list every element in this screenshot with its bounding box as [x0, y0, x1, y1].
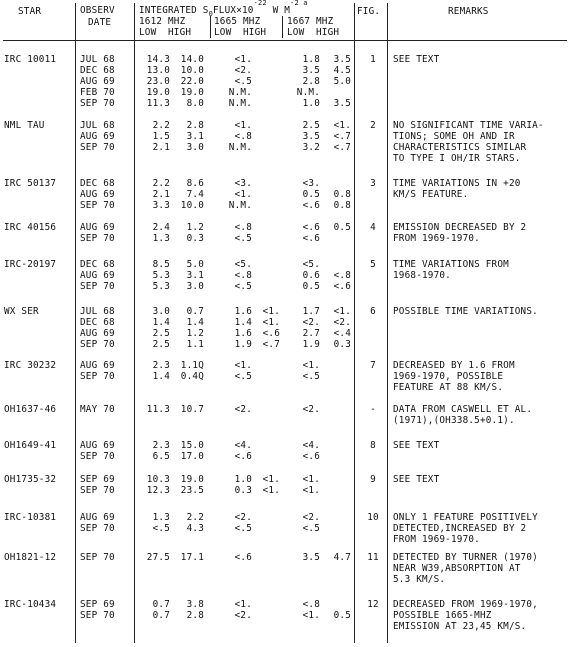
flux-1667-low: <4. — [302, 440, 320, 451]
flux-1667-high: <1. — [333, 120, 351, 131]
flux-1612-high: 8.0 — [186, 98, 204, 109]
flux-1612-high: 17.1 — [180, 552, 204, 563]
flux-1667-high: 0.8 — [333, 200, 351, 211]
remark-line: POSSIBLE 1665-MHZ — [393, 610, 492, 621]
flux-1665-low: <1. — [234, 599, 252, 610]
flux-1667-high: 3.5 — [333, 54, 351, 65]
remark-line: 5.3 KM/S. — [393, 574, 446, 585]
flux-1667-low: <2. — [302, 317, 320, 328]
flux-1612-low: 13.0 — [146, 65, 170, 76]
fig-number: 2 — [370, 120, 376, 131]
star-name: IRC-10434 — [4, 599, 57, 610]
flux-1667-low: <2. — [302, 404, 320, 415]
flux-1665-low: 1.4 — [234, 317, 252, 328]
observ-date: AUG 69 — [80, 360, 115, 371]
observ-date: SEP 70 — [80, 552, 115, 563]
remark-line: EMISSION DECREASED BY 2 — [393, 222, 527, 233]
flux-1612-low: 2.3 — [152, 360, 170, 371]
observ-date: DEC 68 — [80, 65, 115, 76]
flux-1665-low: <3. — [234, 178, 252, 189]
flux-1612-high: 22.0 — [180, 76, 204, 87]
flux-1612-high: 10.7 — [180, 404, 204, 415]
flux-1665-low: N.M. — [228, 142, 252, 153]
flux-1612-high: 19.0 — [180, 474, 204, 485]
star-name: WX SER — [4, 306, 39, 317]
flux-1667-low: 2.7 — [302, 328, 320, 339]
observ-date: SEP 70 — [80, 485, 115, 496]
flux-1612-low: 12.3 — [146, 485, 170, 496]
col-divider-1665 — [282, 16, 283, 38]
flux-1612-high: 15.0 — [180, 440, 204, 451]
flux-1665-low: <.5 — [234, 281, 252, 292]
flux-1665-low: N.M. — [228, 200, 252, 211]
observ-date: AUG 69 — [80, 131, 115, 142]
header-1665: 1665 MHZ — [214, 16, 261, 27]
star-name: OH1735-32 — [4, 474, 57, 485]
header-lowhigh-1665: LOW HIGH — [214, 27, 267, 38]
flux-1667-low: <.8 — [302, 599, 320, 610]
observ-date: SEP 70 — [80, 451, 115, 462]
flux-1612-high: 19.0 — [180, 87, 204, 98]
flux-1667-low: 2.5 — [302, 120, 320, 131]
remark-line: SEE TEXT — [393, 474, 440, 485]
header-date: DATE — [88, 17, 112, 28]
flux-1667-low: N.M. — [296, 87, 320, 98]
col-divider-1612 — [210, 16, 211, 38]
fig-number: 9 — [370, 474, 376, 485]
flux-1667-high: 3.5 — [333, 98, 351, 109]
observ-date: SEP 70 — [80, 281, 115, 292]
flux-1667-high: 0.5 — [333, 222, 351, 233]
flux-1665-low: <.6 — [234, 552, 252, 563]
flux-1665-low: N.M. — [228, 87, 252, 98]
fig-number: 1 — [370, 54, 376, 65]
flux-1665-low: <.5 — [234, 371, 252, 382]
flux-1667-high: 0.8 — [333, 189, 351, 200]
remark-line: FROM 1969-1970. — [393, 233, 480, 244]
remark-line: ONLY 1 FEATURE POSITIVELY — [393, 512, 538, 523]
star-name: NML TAU — [4, 120, 45, 131]
flux-title-sub: 0 — [208, 9, 213, 18]
flux-1667-high: 0.3 — [333, 339, 351, 350]
flux-1612-low: 2.4 — [152, 222, 170, 233]
flux-1612-low: 1.4 — [152, 371, 170, 382]
star-name: IRC 40156 — [4, 222, 57, 233]
flux-1667-high: <2. — [333, 317, 351, 328]
flux-1612-high: 2.8 — [186, 610, 204, 621]
observ-date: JUL 68 — [80, 306, 115, 317]
col-divider-star — [75, 3, 76, 643]
flux-1612-high: 3.8 — [186, 599, 204, 610]
fig-number: 6 — [370, 306, 376, 317]
remark-line: DETECTED,INCREASED BY 2 — [393, 523, 527, 534]
remark-line: TO TYPE I OH/IR STARS. — [393, 153, 521, 164]
header-1612: 1612 MHZ — [139, 16, 186, 27]
observ-date: DEC 68 — [80, 178, 115, 189]
remark-line: DETECTED BY TURNER (1970) — [393, 552, 538, 563]
observ-date: JUL 68 — [80, 54, 115, 65]
flux-1667-low: <1. — [302, 360, 320, 371]
header-lowhigh-1612: LOW HIGH — [139, 27, 192, 38]
observ-date: JUL 68 — [80, 120, 115, 131]
remark-line: 1969-1970, POSSIBLE — [393, 371, 504, 382]
flux-1612-high: 2.8 — [186, 120, 204, 131]
remark-line: FROM 1969-1970. — [393, 534, 480, 545]
flux-1665-high: <.6 — [262, 328, 280, 339]
star-name: IRC 30232 — [4, 360, 57, 371]
flux-1612-high: 3.1 — [186, 131, 204, 142]
flux-1667-high: <.6 — [333, 281, 351, 292]
flux-1665-low: N.M. — [228, 98, 252, 109]
flux-1667-high: 0.5 — [333, 610, 351, 621]
flux-1667-low: 1.0 — [302, 98, 320, 109]
star-name: IRC-10381 — [4, 512, 57, 523]
observ-date: MAY 70 — [80, 404, 115, 415]
flux-1612-low: 2.3 — [152, 440, 170, 451]
flux-1665-high: <.7 — [262, 339, 280, 350]
flux-1612-high: 1.1Q — [180, 360, 204, 371]
flux-1612-high: 1.2 — [186, 328, 204, 339]
flux-1612-high: 0.3 — [186, 233, 204, 244]
flux-1665-low: <.6 — [234, 451, 252, 462]
flux-1612-low: 6.5 — [152, 451, 170, 462]
star-name: OH1649-41 — [4, 440, 57, 451]
flux-1612-low: 2.2 — [152, 120, 170, 131]
observ-date: SEP 70 — [80, 371, 115, 382]
flux-1665-low: <2. — [234, 512, 252, 523]
flux-1667-low: 0.6 — [302, 270, 320, 281]
flux-1612-high: 5.0 — [186, 259, 204, 270]
remark-line: CHARACTERISTICS SIMILAR — [393, 142, 527, 153]
observ-date: AUG 69 — [80, 440, 115, 451]
flux-1665-low: <1. — [234, 120, 252, 131]
flux-1612-low: 1.5 — [152, 131, 170, 142]
fig-number: 10 — [367, 512, 379, 523]
flux-1665-low: <.8 — [234, 270, 252, 281]
col-divider-fig — [387, 3, 388, 643]
flux-1612-high: 1.1 — [186, 339, 204, 350]
flux-1665-low: 1.6 — [234, 306, 252, 317]
flux-1667-low: <.5 — [302, 523, 320, 534]
flux-1612-low: 2.1 — [152, 142, 170, 153]
flux-1665-low: 0.3 — [234, 485, 252, 496]
observ-date: SEP 70 — [80, 339, 115, 350]
flux-1667-low: <.6 — [302, 222, 320, 233]
flux-1667-high: 4.5 — [333, 65, 351, 76]
fig-number: 5 — [370, 259, 376, 270]
flux-1665-low: <1. — [234, 189, 252, 200]
flux-1665-low: <.5 — [234, 76, 252, 87]
remark-line: TIME VARIATIONS FROM — [393, 259, 509, 270]
col-divider-flux — [354, 3, 355, 643]
observ-date: AUG 69 — [80, 328, 115, 339]
remark-line: SEE TEXT — [393, 440, 440, 451]
flux-1667-high: <1. — [333, 306, 351, 317]
observ-date: DEC 68 — [80, 259, 115, 270]
observ-date: AUG 69 — [80, 270, 115, 281]
flux-1667-low: <.6 — [302, 233, 320, 244]
flux-1612-high: 3.0 — [186, 281, 204, 292]
flux-1612-low: 0.7 — [152, 610, 170, 621]
flux-1612-low: 19.0 — [146, 87, 170, 98]
flux-1667-low: 1.9 — [302, 339, 320, 350]
flux-title-pre: INTEGRATED S — [139, 5, 209, 16]
observ-date: SEP 70 — [80, 233, 115, 244]
star-name: IRC 10011 — [4, 54, 57, 65]
remark-line: FEATURE AT 88 KM/S. — [393, 382, 504, 393]
flux-1612-low: <.5 — [152, 523, 170, 534]
flux-1665-low: <.5 — [234, 523, 252, 534]
flux-1667-low: <.6 — [302, 200, 320, 211]
flux-1667-low: 1.8 — [302, 54, 320, 65]
flux-1612-high: 0.7 — [186, 306, 204, 317]
observ-date: AUG 69 — [80, 76, 115, 87]
flux-1665-low: 1.6 — [234, 328, 252, 339]
flux-1612-high: 8.6 — [186, 178, 204, 189]
observ-date: AUG 69 — [80, 222, 115, 233]
flux-1667-low: <.6 — [302, 451, 320, 462]
flux-1667-high: 5.0 — [333, 76, 351, 87]
flux-1665-low: <.8 — [234, 131, 252, 142]
flux-1667-high: <.7 — [333, 131, 351, 142]
flux-1667-low: 0.5 — [302, 281, 320, 292]
observ-date: SEP 70 — [80, 523, 115, 534]
observ-date: SEP 70 — [80, 142, 115, 153]
flux-1667-low: <.5 — [302, 371, 320, 382]
flux-1665-low: <.8 — [234, 222, 252, 233]
remark-line: 1968-1970. — [393, 270, 451, 281]
flux-1612-low: 2.1 — [152, 189, 170, 200]
remark-line: NO SIGNIFICANT TIME VARIA- — [393, 120, 544, 131]
flux-1612-low: 2.5 — [152, 339, 170, 350]
flux-title-sup2: -2 a — [290, 0, 308, 7]
header-lowhigh-1667: LOW HIGH — [287, 27, 340, 38]
flux-1667-low: 2.8 — [302, 76, 320, 87]
flux-1612-low: 11.3 — [146, 98, 170, 109]
observ-date: DEC 68 — [80, 317, 115, 328]
flux-1612-low: 23.0 — [146, 76, 170, 87]
flux-title-unit: W M — [266, 5, 291, 16]
remark-line: DECREASED BY 1.6 FROM — [393, 360, 515, 371]
flux-1667-low: 3.5 — [302, 552, 320, 563]
flux-1612-low: 1.3 — [152, 512, 170, 523]
flux-1667-low: 3.2 — [302, 142, 320, 153]
fig-number: 11 — [367, 552, 379, 563]
flux-1612-high: 1.2 — [186, 222, 204, 233]
observ-date: FEB 70 — [80, 87, 115, 98]
flux-1667-high: <.8 — [333, 270, 351, 281]
flux-1665-high: <1. — [262, 474, 280, 485]
remark-line: (1971),(OH338.5+0.1). — [393, 415, 515, 426]
remark-line: KM/S FEATURE. — [393, 189, 469, 200]
header-flux-title — [139, 0, 308, 18]
flux-1667-low: <5. — [302, 259, 320, 270]
remark-line: NEAR W39,ABSORPTION AT — [393, 563, 521, 574]
flux-1612-high: 10.0 — [180, 200, 204, 211]
header-rule — [3, 40, 567, 41]
flux-1667-high: <.7 — [333, 142, 351, 153]
flux-1612-low: 5.3 — [152, 281, 170, 292]
flux-1612-low: 0.7 — [152, 599, 170, 610]
flux-1667-low: 3.5 — [302, 131, 320, 142]
flux-1667-high: <.4 — [333, 328, 351, 339]
flux-1612-low: 2.2 — [152, 178, 170, 189]
flux-1667-low: <1. — [302, 474, 320, 485]
fig-number: 12 — [367, 599, 379, 610]
flux-1612-low: 14.3 — [146, 54, 170, 65]
observ-date: SEP 69 — [80, 599, 115, 610]
flux-1612-low: 1.4 — [152, 317, 170, 328]
flux-1665-low: <2. — [234, 404, 252, 415]
observ-date: AUG 69 — [80, 189, 115, 200]
header-1667: 1667 MHZ — [287, 16, 334, 27]
flux-1612-high: 23.5 — [180, 485, 204, 496]
flux-1612-high: 10.0 — [180, 65, 204, 76]
flux-1665-low: 1.0 — [234, 474, 252, 485]
flux-1612-low: 10.3 — [146, 474, 170, 485]
fig-number: 8 — [370, 440, 376, 451]
flux-1667-low: <3. — [302, 178, 320, 189]
flux-1665-low: <.5 — [234, 233, 252, 244]
star-name: OH1637-46 — [4, 404, 57, 415]
observ-date: SEP 70 — [80, 200, 115, 211]
star-name: OH1821-12 — [4, 552, 57, 563]
remark-line: EMISSION AT 23,45 KM/S. — [393, 621, 527, 632]
header-observ: OBSERV — [80, 5, 115, 16]
flux-1612-high: 7.4 — [186, 189, 204, 200]
flux-1665-low: <1. — [234, 360, 252, 371]
flux-1667-low: 3.5 — [302, 65, 320, 76]
flux-1665-high: <1. — [262, 306, 280, 317]
flux-1665-low: <1. — [234, 54, 252, 65]
flux-1612-low: 3.0 — [152, 306, 170, 317]
star-name: IRC 50137 — [4, 178, 57, 189]
flux-1665-low: <2. — [234, 610, 252, 621]
flux-1667-high: 4.7 — [333, 552, 351, 563]
fig-number: 3 — [370, 178, 376, 189]
observ-date: SEP 69 — [80, 474, 115, 485]
flux-1612-low: 1.3 — [152, 233, 170, 244]
flux-1612-high: 2.2 — [186, 512, 204, 523]
flux-title-mid: FLUX×10 — [213, 5, 254, 16]
remark-line: DECREASED FROM 1969-1970, — [393, 599, 538, 610]
col-divider-date — [134, 3, 135, 643]
flux-1612-high: 17.0 — [180, 451, 204, 462]
observ-date: SEP 70 — [80, 610, 115, 621]
flux-1665-low: <2. — [234, 65, 252, 76]
flux-1612-low: 2.5 — [152, 328, 170, 339]
flux-1612-high: 3.1 — [186, 270, 204, 281]
flux-1667-low: <1. — [302, 485, 320, 496]
flux-1612-high: 4.3 — [186, 523, 204, 534]
flux-1612-low: 11.3 — [146, 404, 170, 415]
flux-1612-high: 3.0 — [186, 142, 204, 153]
flux-1612-high: 0.4Q — [180, 371, 204, 382]
flux-1612-low: 3.3 — [152, 200, 170, 211]
remark-line: TIONS; SOME OH AND IR — [393, 131, 515, 142]
flux-1665-low: <4. — [234, 440, 252, 451]
flux-1667-low: <2. — [302, 512, 320, 523]
flux-1612-high: 14.0 — [180, 54, 204, 65]
remark-line: TIME VARIATIONS IN +20 — [393, 178, 521, 189]
observ-date: AUG 69 — [80, 512, 115, 523]
flux-1665-high: <1. — [262, 485, 280, 496]
fig-number: - — [370, 404, 376, 415]
observ-date: SEP 70 — [80, 98, 115, 109]
header-star: STAR — [18, 6, 42, 17]
flux-1665-high: <1. — [262, 317, 280, 328]
remark-line: SEE TEXT — [393, 54, 440, 65]
flux-1667-low: <1. — [302, 610, 320, 621]
flux-1665-low: 1.9 — [234, 339, 252, 350]
header-remarks: REMARKS — [448, 6, 489, 17]
flux-1612-low: 27.5 — [146, 552, 170, 563]
fig-number: 7 — [370, 360, 376, 371]
header-fig: FIG. — [357, 6, 381, 17]
flux-1665-low: <5. — [234, 259, 252, 270]
flux-1612-high: 1.4 — [186, 317, 204, 328]
star-name: IRC-20197 — [4, 259, 57, 270]
fig-number: 4 — [370, 222, 376, 233]
remark-line: POSSIBLE TIME VARIATIONS. — [393, 306, 538, 317]
flux-title-sup: -22 — [253, 0, 267, 7]
remark-line: DATA FROM CASWELL ET AL. — [393, 404, 533, 415]
flux-1667-low: 0.5 — [302, 189, 320, 200]
flux-1612-low: 8.5 — [152, 259, 170, 270]
flux-1612-low: 5.3 — [152, 270, 170, 281]
flux-1667-low: 1.7 — [302, 306, 320, 317]
